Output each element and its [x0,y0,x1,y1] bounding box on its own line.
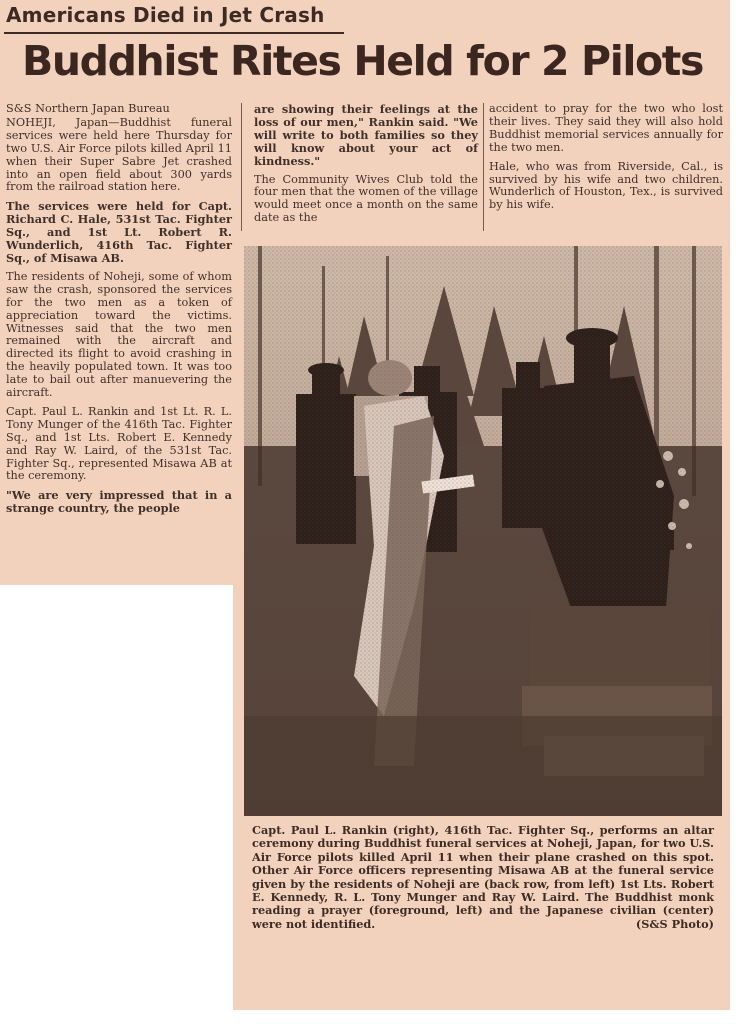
photo-caption [252,824,714,931]
paragraph: NOHEJI, Japan—Buddhist funeral services were held here Thursday for two U.S. Air Force pilots killed April 11 when their Super Sabre Jet crashed into an open field about 300 yards from the railroad station here. [6,115,232,194]
news-photo [244,246,722,816]
paragraph: are showing their feelings at the loss of our men," Rankin said. "We will write to both families so they will know about your act of kindness." [254,102,478,168]
photo-credit: (S&S Photo) [635,916,714,931]
article-column-1 [6,103,232,521]
byline: S&S Northern Japan Bureau [6,102,170,115]
article-column-2 [254,103,478,231]
paragraph: accident to pray for the two who lost their lives. They said they will also hold Buddhist memorial services annually for the two men. [489,102,723,154]
paragraph: Capt. Paul L. Rankin and 1st Lt. R. L. Tony Munger of the 416th Tac. Fighter Sq., and 1st Lts. Robert E. Kennedy and Ray W. Laird, of the 531st Tac. Fighter Sq., represented Misawa AB at the ceremony. [6,404,232,483]
paragraph: The services were held for Capt. Richard C. Hale, 531st Tac. Fighter Sq., and 1st Lt. Robert R. Wunderlich, 416th Tac. Fighter Sq., of Misawa AB. [6,199,232,265]
article-column-3 [489,103,723,218]
column-rule [241,103,242,231]
main-headline: Buddhist Rites Held for 2 Pilots [22,37,703,85]
caption-text: Capt. Paul L. Rankin (right), 416th Tac. Fighter Sq., performs an altar ceremony during Buddhist funeral services at Noheji, Japan, for two U.S. Air Force pilots killed April 11 when their plane crashed on this spot. Other Air Force officers representing Misawa AB at the funeral service given by the residents of Noheji are (back row, from left) 1st Lts. Robert E. Kennedy, R. L. Tony Munger and Ray W. Laird. The Buddhist monk reading a prayer (foreground, left) and the Japanese civilian (center) were not identified. [252,823,714,931]
paragraph: The Community Wives Club told the four men that the women of the village would meet once a month on the same date as the [254,172,478,225]
column-rule [483,103,484,231]
paragraph: Hale, who was from Riverside, Cal., is survived by his wife and two children. Wunderlich of Houston, Tex., is survived by his wife. [489,159,723,212]
kicker-rule [4,32,344,34]
paragraph: "We are very impressed that in a strange country, the people [6,488,232,516]
paragraph: The residents of Noheji, some of whom saw the crash, sponsored the services for the two men as a token of appreciation toward the victims. Witnesses said that the two men remained with the aircraft and directed its flight to avoid crashing in the heavily populated town. It was too late to bail out after manuevering the aircraft. [6,269,232,400]
kicker-headline: Americans Died in Jet Crash [6,3,325,27]
